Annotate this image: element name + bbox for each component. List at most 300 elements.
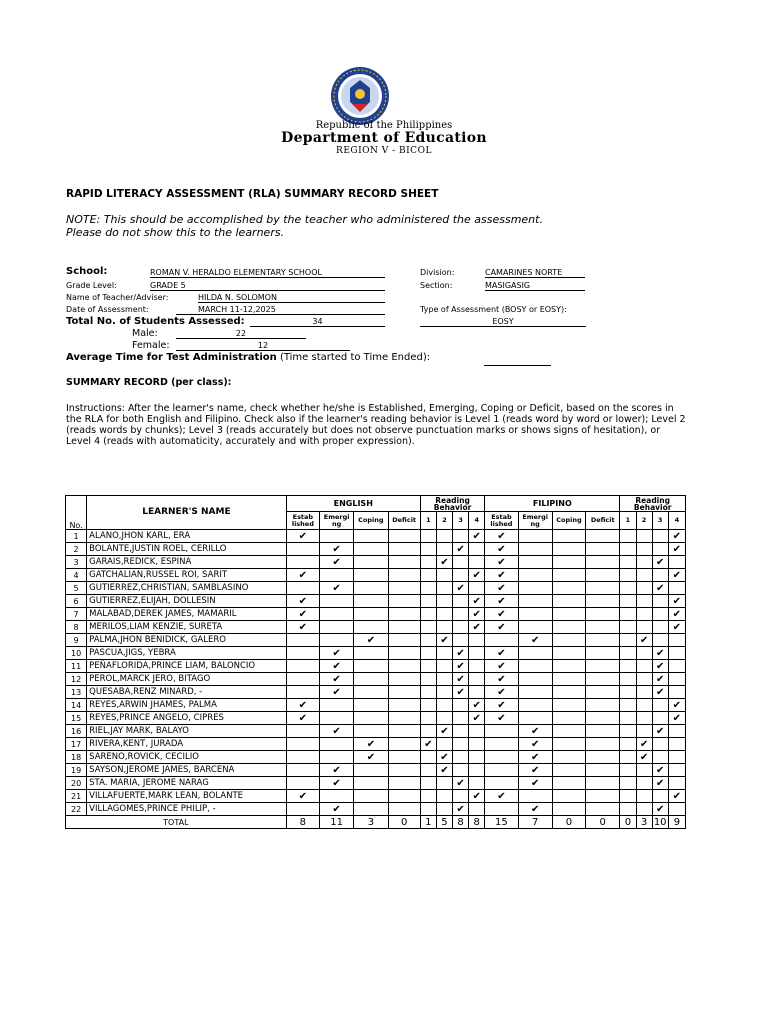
empty-cell: [586, 686, 620, 699]
empty-cell: [652, 751, 668, 764]
deped-seal-icon: [330, 66, 390, 126]
empty-cell: [552, 660, 585, 673]
empty-cell: [668, 764, 685, 777]
empty-cell: [453, 621, 469, 634]
empty-cell: [636, 621, 652, 634]
total-value: 1: [420, 816, 436, 829]
empty-cell: [469, 647, 485, 660]
check-mark-icon: ✔: [652, 647, 668, 660]
empty-cell: [620, 803, 636, 816]
empty-cell: [319, 608, 353, 621]
check-mark-icon: ✔: [636, 634, 652, 647]
empty-cell: [388, 556, 420, 569]
row-number: 18: [66, 751, 87, 764]
empty-cell: [436, 660, 452, 673]
sub-header: 1: [420, 512, 436, 530]
instructions-text: Instructions: After the learner's name, check whether he/she is Established, Emerging, Coping or Deficit, based on the scores in the RLA for both English and Filipino. Check also if the learner's reading behavior is Level 1 (reads word by word or lower); Level 2 (reads words by chunks); Level 3 (reads accurately but does not observe punctuation marks or shows signs of hesitation), or Level 4 (reads with automaticity, accurately and with proper expression).: [66, 403, 686, 447]
check-mark-icon: ✔: [485, 530, 518, 543]
row-number: 5: [66, 582, 87, 595]
row-number: 14: [66, 699, 87, 712]
check-mark-icon: ✔: [518, 634, 552, 647]
table-row: [66, 777, 686, 790]
empty-cell: [453, 699, 469, 712]
learner-name: RIEL,JAY MARK, BALAYO: [87, 725, 287, 738]
empty-cell: [652, 543, 668, 556]
empty-cell: [652, 712, 668, 725]
empty-cell: [652, 530, 668, 543]
empty-cell: [586, 621, 620, 634]
total-value: 10: [653, 816, 667, 828]
empty-cell: [388, 712, 420, 725]
empty-cell: [552, 673, 585, 686]
empty-cell: [586, 673, 620, 686]
row-number: 21: [66, 790, 87, 803]
row-number: 17: [66, 738, 87, 751]
empty-cell: [620, 608, 636, 621]
learner-name: VILLAFUERTE,MARK LEAN, BOLANTE: [87, 790, 287, 803]
empty-cell: [354, 686, 388, 699]
avg-time-row: [66, 352, 430, 363]
empty-cell: [552, 803, 585, 816]
empty-cell: [420, 543, 436, 556]
empty-cell: [485, 777, 518, 790]
check-mark-icon: ✔: [469, 621, 485, 634]
row-number: 6: [66, 595, 87, 608]
empty-cell: [652, 595, 668, 608]
total-value: 0: [552, 816, 585, 829]
english-header: ENGLISH: [286, 496, 420, 512]
empty-cell: [354, 569, 388, 582]
no-header: No.: [66, 496, 87, 530]
empty-cell: [518, 569, 552, 582]
empty-cell: [552, 647, 585, 660]
empty-cell: [518, 608, 552, 621]
empty-cell: [420, 686, 436, 699]
learner-name: PEROL,MARCK JERO, BITAGO: [87, 673, 287, 686]
check-mark-icon: ✔: [453, 543, 469, 556]
check-mark-icon: ✔: [286, 699, 319, 712]
empty-cell: [668, 751, 685, 764]
empty-cell: [436, 608, 452, 621]
check-mark-icon: ✔: [485, 673, 518, 686]
check-mark-icon: ✔: [453, 647, 469, 660]
empty-cell: [469, 725, 485, 738]
empty-cell: [586, 803, 620, 816]
empty-cell: [354, 621, 388, 634]
row-number: 13: [66, 686, 87, 699]
table-row: [66, 751, 686, 764]
empty-cell: [354, 712, 388, 725]
empty-cell: [469, 803, 485, 816]
empty-cell: [586, 530, 620, 543]
learner-name: SARENO,ROVICK, CECILIO: [87, 751, 287, 764]
empty-cell: [485, 751, 518, 764]
check-mark-icon: ✔: [668, 608, 685, 621]
empty-cell: [636, 595, 652, 608]
empty-cell: [586, 777, 620, 790]
check-mark-icon: ✔: [485, 790, 518, 803]
check-mark-icon: ✔: [668, 530, 685, 543]
empty-cell: [286, 686, 319, 699]
check-mark-icon: ✔: [485, 608, 518, 621]
check-mark-icon: ✔: [485, 569, 518, 582]
totals-row: [66, 816, 686, 829]
empty-cell: [388, 673, 420, 686]
empty-cell: [388, 621, 420, 634]
check-mark-icon: ✔: [518, 777, 552, 790]
empty-cell: [668, 725, 685, 738]
empty-cell: [469, 686, 485, 699]
empty-cell: [420, 803, 436, 816]
row-number: 4: [66, 569, 87, 582]
check-mark-icon: ✔: [436, 751, 452, 764]
empty-cell: [354, 582, 388, 595]
type-value: EOSY: [420, 317, 586, 327]
check-mark-icon: ✔: [319, 647, 353, 660]
empty-cell: [652, 790, 668, 803]
empty-cell: [388, 738, 420, 751]
empty-cell: [620, 725, 636, 738]
empty-cell: [485, 764, 518, 777]
row-number: 19: [66, 764, 87, 777]
empty-cell: [420, 556, 436, 569]
empty-cell: [485, 738, 518, 751]
table-row: [66, 634, 686, 647]
empty-cell: [420, 725, 436, 738]
check-mark-icon: ✔: [436, 764, 452, 777]
total-value: 3: [354, 816, 388, 829]
empty-cell: [420, 647, 436, 660]
check-mark-icon: ✔: [286, 569, 319, 582]
check-mark-icon: ✔: [286, 608, 319, 621]
check-mark-icon: ✔: [453, 673, 469, 686]
empty-cell: [620, 595, 636, 608]
check-mark-icon: ✔: [668, 621, 685, 634]
sub-header: 4: [469, 512, 485, 530]
empty-cell: [286, 634, 319, 647]
table-row: [66, 738, 686, 751]
empty-cell: [469, 582, 485, 595]
empty-cell: [420, 582, 436, 595]
sub-header: 3: [453, 512, 469, 530]
check-mark-icon: ✔: [652, 556, 668, 569]
empty-cell: [652, 699, 668, 712]
empty-cell: [636, 569, 652, 582]
learner-name: REYES,ARWIN JHAMES, PALMA: [87, 699, 287, 712]
republic-heading: Republic of the Philippines: [315, 120, 453, 131]
check-mark-icon: ✔: [668, 595, 685, 608]
check-mark-icon: ✔: [518, 803, 552, 816]
table-row: [66, 621, 686, 634]
learner-name: STA. MARIA, JEROME NARAG: [87, 777, 287, 790]
empty-cell: [586, 556, 620, 569]
empty-cell: [636, 725, 652, 738]
check-mark-icon: ✔: [485, 543, 518, 556]
empty-cell: [453, 764, 469, 777]
check-mark-icon: ✔: [286, 530, 319, 543]
document-title: RAPID LITERACY ASSESSMENT (RLA) SUMMARY RECORD SHEET: [66, 188, 439, 200]
department-heading: Department of Education: [281, 130, 487, 146]
total-value: 0: [388, 816, 420, 829]
empty-cell: [620, 790, 636, 803]
empty-cell: [552, 582, 585, 595]
empty-cell: [636, 647, 652, 660]
total-value: 8: [469, 816, 485, 829]
empty-cell: [453, 790, 469, 803]
avg-time-suffix: (Time started to Time Ended):: [279, 352, 431, 363]
check-mark-icon: ✔: [286, 712, 319, 725]
empty-cell: [586, 660, 620, 673]
row-number: 15: [66, 712, 87, 725]
learner-name: SAYSON,JEROME JAMES, BARCENA: [87, 764, 287, 777]
empty-cell: [586, 569, 620, 582]
division-label: Division:: [420, 268, 455, 277]
check-mark-icon: ✔: [319, 777, 353, 790]
table-row: [66, 569, 686, 582]
empty-cell: [388, 725, 420, 738]
empty-cell: [552, 699, 585, 712]
empty-cell: [552, 543, 585, 556]
check-mark-icon: ✔: [652, 660, 668, 673]
check-mark-icon: ✔: [469, 569, 485, 582]
empty-cell: [436, 738, 452, 751]
empty-cell: [518, 582, 552, 595]
empty-cell: [620, 530, 636, 543]
check-mark-icon: ✔: [469, 790, 485, 803]
empty-cell: [518, 699, 552, 712]
sub-header: 2: [636, 512, 652, 530]
empty-cell: [586, 543, 620, 556]
empty-cell: [388, 751, 420, 764]
empty-cell: [668, 660, 685, 673]
check-mark-icon: ✔: [518, 738, 552, 751]
empty-cell: [453, 595, 469, 608]
filipino-reading-behavior-header: Reading Behavior: [620, 496, 686, 512]
empty-cell: [586, 712, 620, 725]
empty-cell: [552, 738, 585, 751]
empty-cell: [388, 803, 420, 816]
empty-cell: [319, 595, 353, 608]
empty-cell: [586, 790, 620, 803]
empty-cell: [552, 608, 585, 621]
sub-header: Deficit: [388, 512, 420, 530]
row-number: 22: [66, 803, 87, 816]
check-mark-icon: ✔: [319, 556, 353, 569]
check-mark-icon: ✔: [319, 660, 353, 673]
empty-cell: [620, 699, 636, 712]
check-mark-icon: ✔: [636, 738, 652, 751]
learner-name: ALANO,JHON KARL, ERA: [87, 530, 287, 543]
empty-cell: [436, 777, 452, 790]
check-mark-icon: ✔: [518, 725, 552, 738]
row-number: 8: [66, 621, 87, 634]
empty-cell: [552, 712, 585, 725]
empty-cell: [354, 777, 388, 790]
empty-cell: [636, 699, 652, 712]
empty-cell: [586, 725, 620, 738]
empty-cell: [436, 712, 452, 725]
empty-cell: [552, 777, 585, 790]
empty-cell: [388, 699, 420, 712]
empty-cell: [668, 803, 685, 816]
empty-cell: [388, 543, 420, 556]
empty-cell: [552, 634, 585, 647]
empty-cell: [388, 777, 420, 790]
empty-cell: [453, 530, 469, 543]
empty-cell: [388, 647, 420, 660]
empty-cell: [286, 803, 319, 816]
check-mark-icon: ✔: [453, 777, 469, 790]
empty-cell: [354, 595, 388, 608]
sub-header: 4: [668, 512, 685, 530]
region-heading: REGION V - BICOL: [336, 146, 432, 156]
summary-heading: SUMMARY RECORD (per class):: [66, 377, 232, 388]
empty-cell: [436, 543, 452, 556]
check-mark-icon: ✔: [469, 595, 485, 608]
check-mark-icon: ✔: [319, 686, 353, 699]
empty-cell: [453, 738, 469, 751]
empty-cell: [586, 634, 620, 647]
empty-cell: [469, 751, 485, 764]
empty-cell: [420, 608, 436, 621]
empty-cell: [436, 582, 452, 595]
empty-cell: [286, 751, 319, 764]
empty-cell: [552, 751, 585, 764]
empty-cell: [354, 790, 388, 803]
empty-cell: [652, 608, 668, 621]
empty-cell: [552, 569, 585, 582]
avg-time-blank: [484, 364, 551, 366]
grade-label: Grade Level:: [66, 281, 117, 290]
check-mark-icon: ✔: [469, 712, 485, 725]
check-mark-icon: ✔: [652, 582, 668, 595]
empty-cell: [485, 725, 518, 738]
empty-cell: [453, 712, 469, 725]
check-mark-icon: ✔: [354, 738, 388, 751]
table-row: [66, 764, 686, 777]
empty-cell: [668, 777, 685, 790]
empty-cell: [420, 621, 436, 634]
empty-cell: [518, 686, 552, 699]
row-number: 7: [66, 608, 87, 621]
empty-cell: [469, 634, 485, 647]
check-mark-icon: ✔: [652, 725, 668, 738]
empty-cell: [319, 569, 353, 582]
row-number: 10: [66, 647, 87, 660]
female-value: 12: [176, 341, 350, 351]
empty-cell: [652, 569, 668, 582]
type-label: Type of Assessment (BOSY or EOSY):: [420, 305, 567, 314]
check-mark-icon: ✔: [518, 751, 552, 764]
sub-header: Emergi ng: [319, 512, 353, 530]
empty-cell: [620, 777, 636, 790]
empty-cell: [620, 621, 636, 634]
empty-cell: [420, 790, 436, 803]
empty-cell: [552, 686, 585, 699]
empty-cell: [354, 608, 388, 621]
learner-name: RIVERA,KENT, JURADA: [87, 738, 287, 751]
row-number: 1: [66, 530, 87, 543]
check-mark-icon: ✔: [453, 582, 469, 595]
check-mark-icon: ✔: [485, 556, 518, 569]
empty-cell: [620, 556, 636, 569]
empty-cell: [453, 569, 469, 582]
check-mark-icon: ✔: [485, 699, 518, 712]
table-row: [66, 673, 686, 686]
empty-cell: [620, 738, 636, 751]
row-number: 2: [66, 543, 87, 556]
table-row: [66, 582, 686, 595]
empty-cell: [286, 543, 319, 556]
empty-cell: [668, 686, 685, 699]
total-value: 11: [319, 816, 353, 829]
empty-cell: [518, 543, 552, 556]
school-label: School:: [66, 266, 108, 277]
check-mark-icon: ✔: [485, 660, 518, 673]
empty-cell: [286, 673, 319, 686]
table-row: [66, 725, 686, 738]
empty-cell: [469, 738, 485, 751]
empty-cell: [620, 634, 636, 647]
empty-cell: [518, 673, 552, 686]
check-mark-icon: ✔: [286, 790, 319, 803]
empty-cell: [286, 738, 319, 751]
check-mark-icon: ✔: [668, 790, 685, 803]
check-mark-icon: ✔: [668, 712, 685, 725]
total-value: 34: [250, 317, 385, 327]
empty-cell: [436, 803, 452, 816]
empty-cell: [436, 699, 452, 712]
empty-cell: [469, 556, 485, 569]
empty-cell: [286, 725, 319, 738]
row-number: 11: [66, 660, 87, 673]
male-value: 22: [176, 329, 306, 339]
filipino-header: FILIPINO: [485, 496, 620, 512]
empty-cell: [286, 556, 319, 569]
learner-name: PEÑAFLORIDA,PRINCE LIAM, BALONCIO: [87, 660, 287, 673]
empty-cell: [636, 803, 652, 816]
empty-cell: [286, 764, 319, 777]
table-row: [66, 608, 686, 621]
check-mark-icon: ✔: [319, 673, 353, 686]
empty-cell: [636, 673, 652, 686]
empty-cell: [469, 543, 485, 556]
empty-cell: [436, 647, 452, 660]
check-mark-icon: ✔: [485, 686, 518, 699]
check-mark-icon: ✔: [319, 725, 353, 738]
empty-cell: [636, 660, 652, 673]
empty-cell: [620, 673, 636, 686]
male-label: Male:: [132, 328, 158, 339]
total-label: Total No. of Students Assessed:: [66, 316, 245, 327]
check-mark-icon: ✔: [286, 621, 319, 634]
empty-cell: [453, 725, 469, 738]
check-mark-icon: ✔: [436, 634, 452, 647]
empty-cell: [652, 634, 668, 647]
empty-cell: [436, 595, 452, 608]
empty-cell: [319, 712, 353, 725]
sub-header: Deficit: [586, 512, 620, 530]
empty-cell: [436, 530, 452, 543]
row-number: 12: [66, 673, 87, 686]
empty-cell: [319, 790, 353, 803]
grade-value: GRADE 5: [150, 281, 385, 291]
empty-cell: [453, 608, 469, 621]
total-label: TOTAL: [66, 816, 287, 829]
empty-cell: [420, 764, 436, 777]
empty-cell: [286, 582, 319, 595]
sub-header: Coping: [552, 512, 585, 530]
